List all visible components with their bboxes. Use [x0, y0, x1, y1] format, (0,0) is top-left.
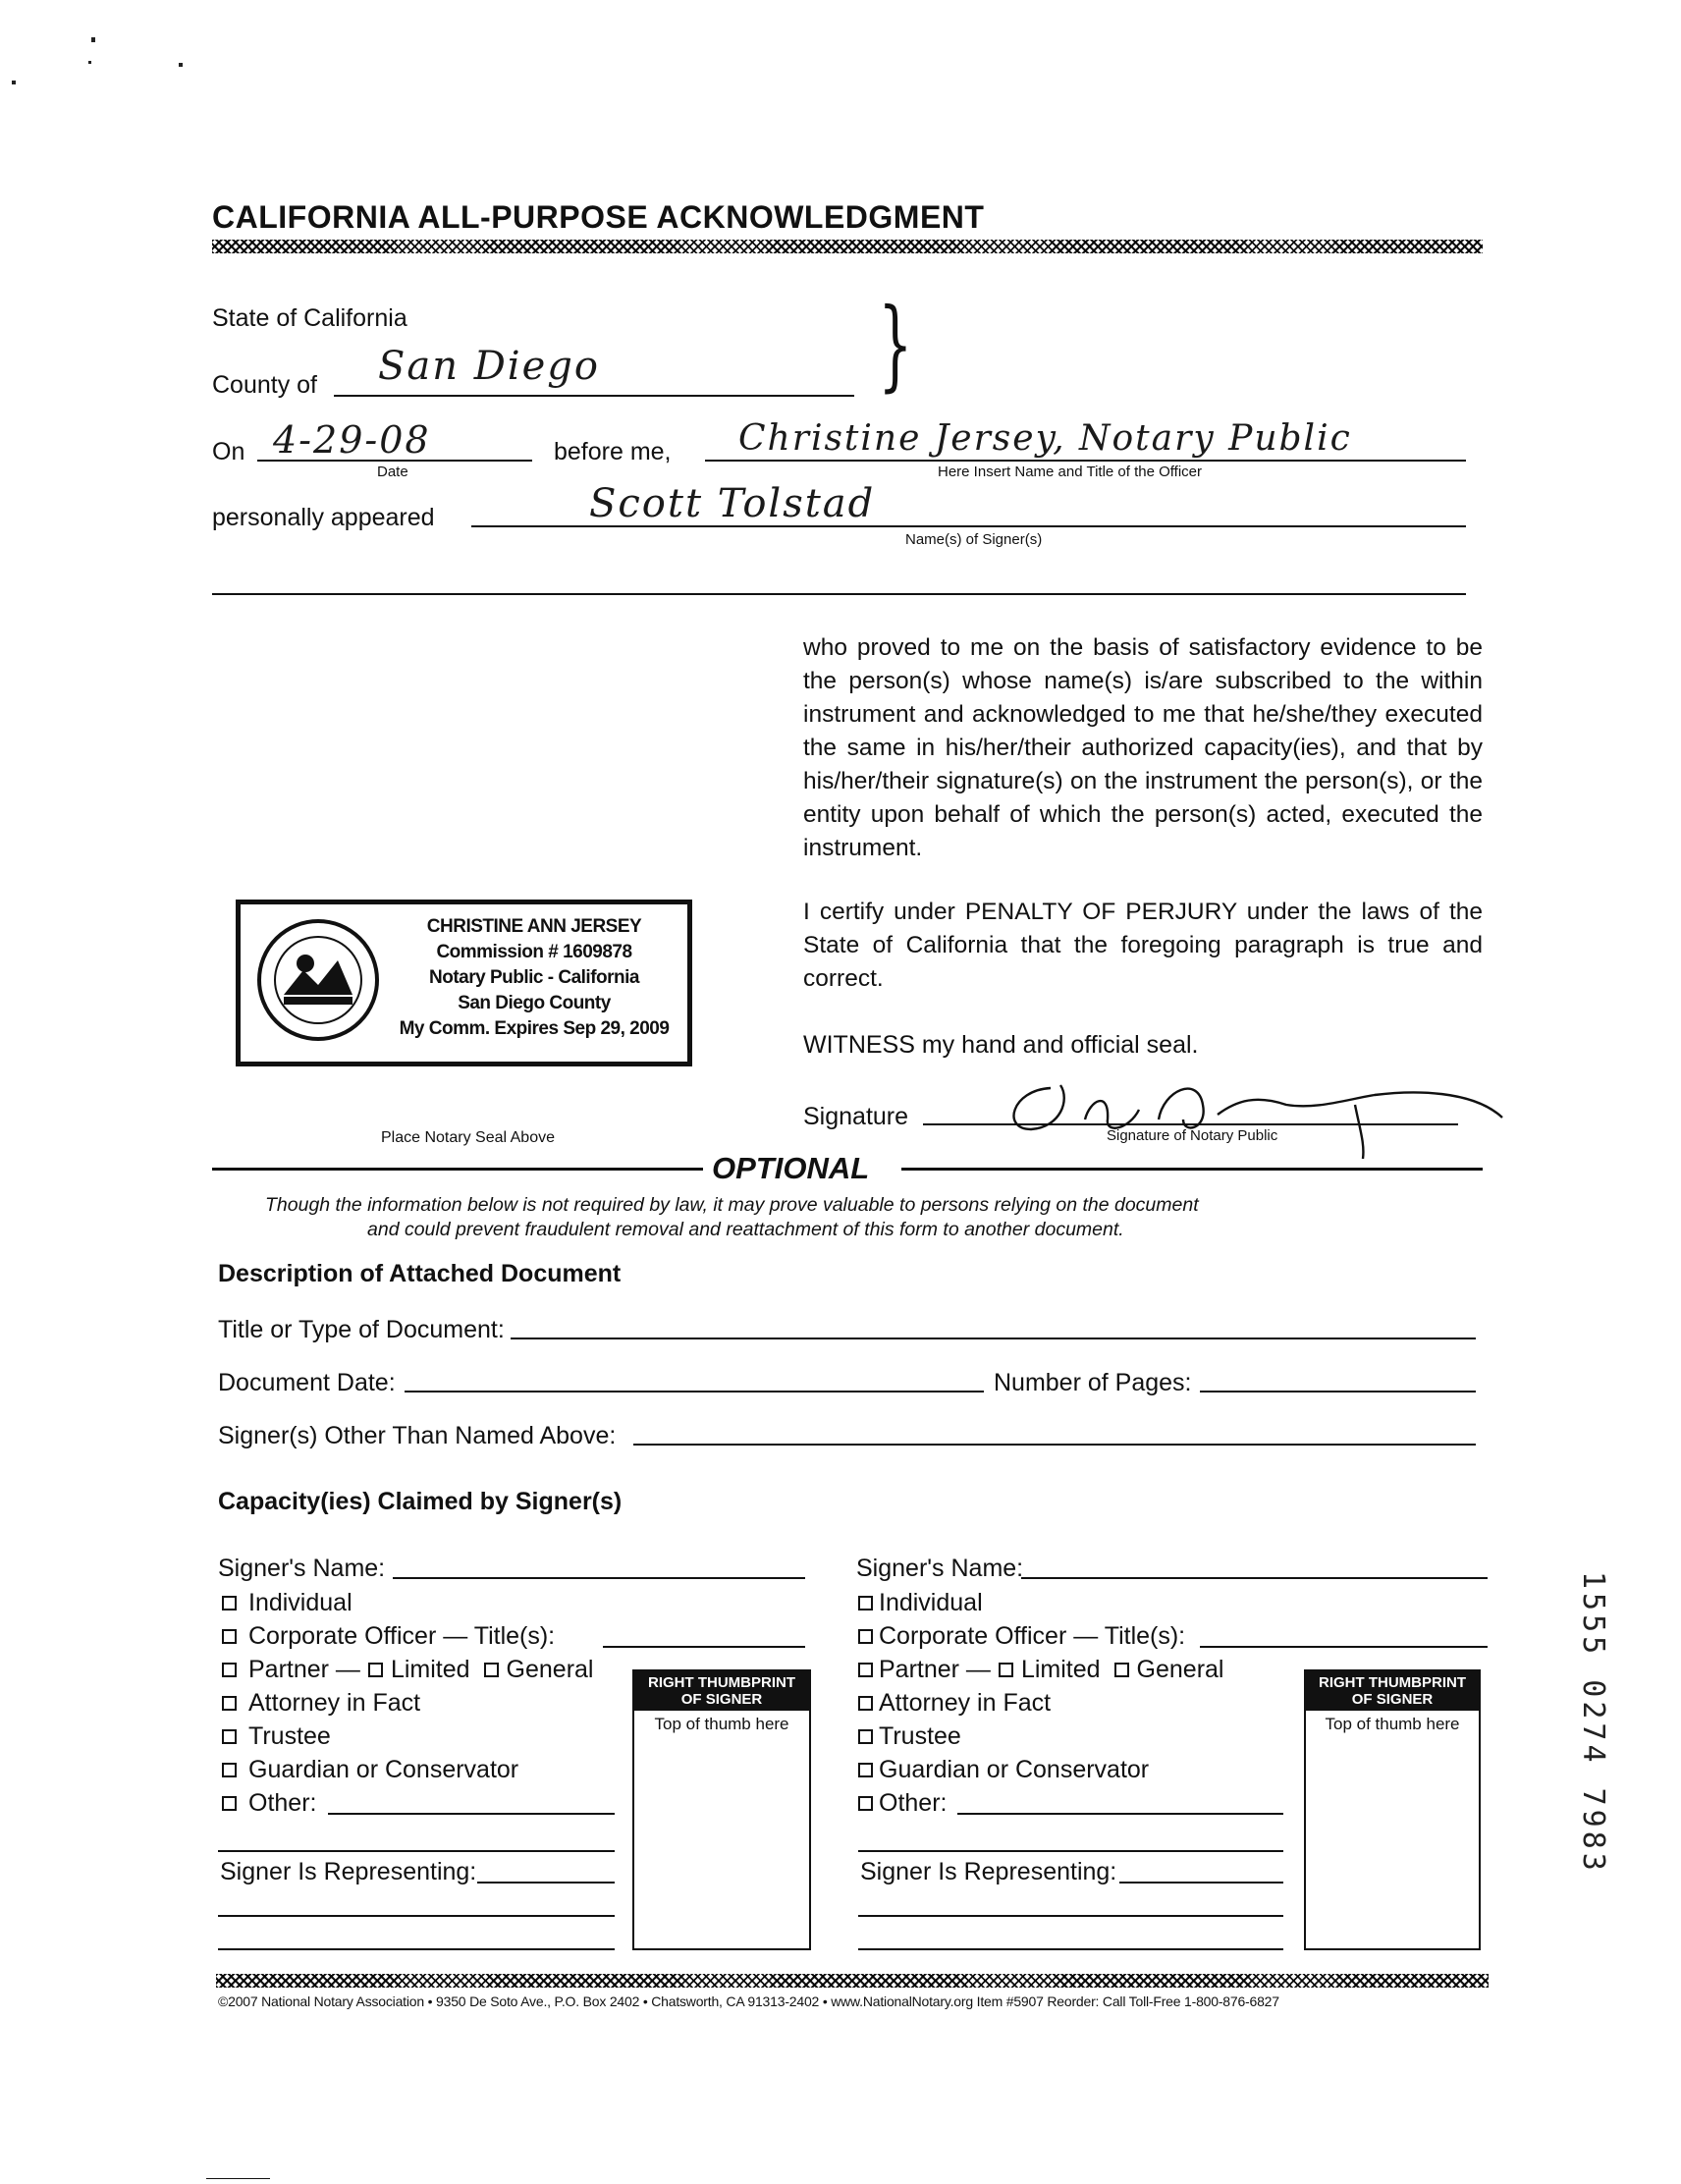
checkbox-limited[interactable] — [999, 1663, 1013, 1677]
officer-value: Christine Jersey, Notary Public — [738, 418, 1352, 459]
right-guardian[interactable]: Guardian or Conservator — [858, 1756, 1149, 1784]
checkbox[interactable] — [858, 1729, 873, 1744]
optional-note-2: and could prevent fraudulent removal and reattachment of this form to another document. — [367, 1219, 1124, 1240]
right-representing-line-3 — [858, 1948, 1283, 1950]
checkbox[interactable] — [222, 1729, 237, 1744]
right-representing-label: Signer Is Representing: — [860, 1858, 1117, 1885]
certification-paragraph: who proved to me on the basis of satisfactory evidence to be the person(s) whose name(s) is/are subscribed to the within instrument and acknowledged to me that he/she/they executed the same in his/her/their authorized capacity(ies), and that by his/her/their signature(s) on the instrument the person(s), or the entity upon behalf of which the person(s) acted, executed the instrument. — [803, 634, 1483, 861]
left-representing-line — [477, 1882, 615, 1884]
other-signers-label: Signer(s) Other Than Named Above: — [218, 1422, 617, 1449]
right-partner[interactable]: Partner — Limited General — [858, 1656, 1223, 1684]
state-seal-icon — [254, 916, 382, 1044]
pages-line — [1200, 1391, 1476, 1392]
notary-signature — [992, 1061, 1512, 1169]
footer-text: ©2007 National Notary Association • 9350 De Soto Ave., P.O. Box 2402 • Chatsworth, CA 91313-2402 • www.NationalNotary.org Item #5907 Reorder: Call Toll-Free 1-800-876-6827 — [218, 1993, 1279, 2009]
doc-date-label: Document Date: — [218, 1369, 396, 1396]
doc-title-label: Title or Type of Document: — [218, 1316, 505, 1343]
thumb-sub: Top of thumb here — [1325, 1715, 1460, 1733]
checkbox[interactable] — [858, 1663, 873, 1677]
brace-icon: } — [878, 287, 913, 402]
signer-caption: Name(s) of Signer(s) — [905, 531, 1043, 548]
doc-date-line — [405, 1391, 984, 1392]
before-me-label: before me, — [554, 438, 672, 465]
signature-label: Signature — [803, 1103, 909, 1130]
scan-speck — [91, 37, 95, 42]
seal-expires: My Comm. Expires Sep 29, 2009 — [399, 1018, 670, 1039]
seal-text — [378, 914, 690, 1042]
signer-value: Scott Tolstad — [589, 481, 876, 526]
left-signer-name-line — [393, 1577, 805, 1579]
checkbox-general[interactable] — [484, 1663, 499, 1677]
right-corporate[interactable]: Corporate Officer — Title(s): — [858, 1622, 1185, 1651]
bottom-mark — [206, 2178, 270, 2179]
left-other[interactable]: Other: — [222, 1789, 316, 1818]
checkbox[interactable] — [222, 1663, 237, 1677]
right-other[interactable]: Other: — [858, 1789, 947, 1818]
checkbox-limited[interactable] — [368, 1663, 383, 1677]
right-other-line-2 — [858, 1850, 1283, 1852]
scan-speck — [179, 63, 183, 67]
optional-rule-left — [212, 1168, 703, 1171]
thumb-header: RIGHT THUMBPRINT OF SIGNER — [1306, 1671, 1479, 1711]
capacity-heading: Capacity(ies) Claimed by Signer(s) — [218, 1488, 623, 1515]
checkbox-general[interactable] — [1114, 1663, 1129, 1677]
seal-county: San Diego County — [458, 993, 611, 1013]
optional-rule-right — [901, 1168, 1483, 1171]
signature-caption: Signature of Notary Public — [1107, 1127, 1278, 1144]
left-trustee[interactable]: Trustee — [222, 1722, 331, 1751]
checkbox[interactable] — [222, 1696, 237, 1711]
checkbox[interactable] — [222, 1596, 237, 1611]
top-border — [212, 240, 1483, 253]
right-attorney[interactable]: Attorney in Fact — [858, 1689, 1051, 1718]
appeared-label: personally appeared — [212, 504, 435, 531]
left-representing-line-2 — [218, 1915, 615, 1917]
seal-commission: Commission # 1609878 — [436, 942, 632, 962]
checkbox[interactable] — [858, 1763, 873, 1777]
left-other-line — [328, 1813, 615, 1815]
page-title: CALIFORNIA ALL-PURPOSE ACKNOWLEDGMENT — [212, 199, 985, 235]
on-label: On — [212, 438, 245, 465]
date-caption: Date — [377, 464, 408, 480]
right-thumbprint-box — [1304, 1669, 1481, 1950]
right-signer-name-label: Signer's Name: — [856, 1555, 1024, 1582]
left-representing-line-3 — [218, 1948, 615, 1950]
left-signer-name-label: Signer's Name: — [218, 1555, 386, 1582]
notary-seal — [236, 900, 692, 1066]
officer-line — [705, 460, 1466, 462]
description-heading: Description of Attached Document — [218, 1260, 622, 1287]
scan-speck — [88, 61, 91, 64]
left-other-line-2 — [218, 1850, 615, 1852]
left-partner[interactable]: Partner — Limited General — [222, 1656, 593, 1684]
checkbox[interactable] — [222, 1796, 237, 1811]
checkbox[interactable] — [858, 1696, 873, 1711]
right-individual[interactable]: Individual — [858, 1589, 983, 1617]
right-representing-line-2 — [858, 1915, 1283, 1917]
left-corporate[interactable]: Corporate Officer — Title(s): — [222, 1622, 555, 1651]
left-attorney[interactable]: Attorney in Fact — [222, 1689, 420, 1718]
right-other-line — [957, 1813, 1283, 1815]
right-representing-line — [1119, 1882, 1283, 1884]
seal-name: CHRISTINE ANN JERSEY — [426, 916, 642, 937]
optional-note-1: Though the information below is not required by law, it may prove valuable to persons relying on the document — [265, 1194, 1199, 1216]
seal-title: Notary Public - California — [429, 967, 639, 988]
left-representing-label: Signer Is Representing: — [220, 1858, 477, 1885]
optional-heading: OPTIONAL — [712, 1151, 870, 1185]
right-signer-name-line — [1021, 1577, 1488, 1579]
pages-label: Number of Pages: — [994, 1369, 1192, 1396]
doc-title-line — [511, 1338, 1476, 1339]
other-signers-line — [633, 1444, 1476, 1446]
officer-caption: Here Insert Name and Title of the Officer — [938, 464, 1203, 480]
left-thumbprint-box — [632, 1669, 811, 1950]
checkbox[interactable] — [858, 1629, 873, 1644]
left-corporate-line — [603, 1646, 805, 1648]
date-value: 4-29-08 — [273, 418, 431, 462]
checkbox[interactable] — [858, 1596, 873, 1611]
county-value: San Diego — [378, 344, 600, 389]
perjury-paragraph: I certify under PENALTY OF PERJURY under the laws of the State of California that the foregoing paragraph is true and correct. — [803, 899, 1483, 992]
thumb-sub: Top of thumb here — [654, 1715, 789, 1733]
scan-speck — [12, 81, 16, 84]
seal-caption: Place Notary Seal Above — [381, 1129, 555, 1146]
state-label: State of California — [212, 304, 407, 332]
left-guardian[interactable]: Guardian or Conservator — [222, 1756, 518, 1784]
margin-number: 1555 0274 7983 — [1576, 1571, 1610, 1875]
thumb-header: RIGHT THUMBPRINT OF SIGNER — [634, 1671, 809, 1711]
checkbox[interactable] — [858, 1796, 873, 1811]
county-label: County of — [212, 371, 318, 399]
checkbox[interactable] — [222, 1763, 237, 1777]
county-line — [334, 395, 854, 397]
checkbox[interactable] — [222, 1629, 237, 1644]
right-corporate-line — [1200, 1646, 1488, 1648]
left-individual[interactable]: Individual — [222, 1589, 352, 1617]
right-trustee[interactable]: Trustee — [858, 1722, 961, 1751]
signer-line-2 — [212, 593, 1466, 595]
bottom-border — [216, 1974, 1489, 1988]
witness-text: WITNESS my hand and official seal. — [803, 1031, 1199, 1059]
